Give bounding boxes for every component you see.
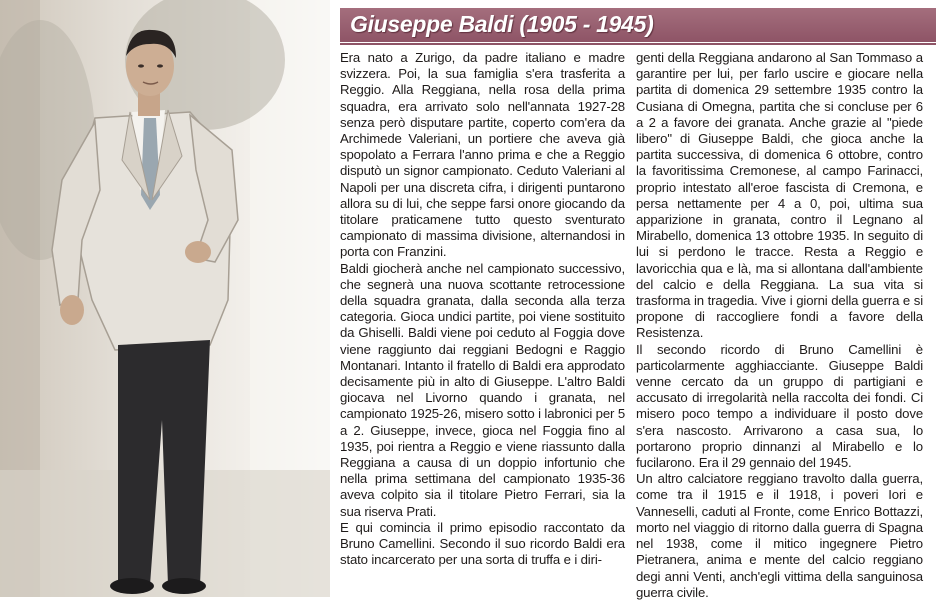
portrait-illustration [0,0,330,597]
title-band [340,8,936,42]
paragraph: Il secondo ricordo di Bruno Camellini è particolarmente agghiacciante. Giuseppe Baldi venne cercato da un gruppo di partigiani e accusato di irregolarità nella raccolta dei fondi. Ci misero poco tempo a individuare il posto dove s'era nascosto. Arrivarono a casa sua, lo portarono proprio dinnanzi al Mirabello e lo fucilarono. Era il 29 gennaio del 1945. [636,341,923,471]
text-column-right [636,50,923,601]
paragraph: E qui comincia il primo episodio raccontato da Bruno Camellini. Secondo il suo ricordo Baldi era stato incarcerato per una sorta di truffa e i diri- [340,519,625,568]
paragraph: genti della Reggiana andarono al San Tommaso a garantire per lui, per farlo uscire e giocare nella partita di domenica 29 settembre 1935 contro la Cusiana di Omegna, partita che si concluse per 6 a 2 a favore dei granata. Anche grazie al "piede libero" di Giuseppe Baldi, che gioca anche la partita successiva, di domenica 6 ottobre, contro la favoritissima Cremonese, al campo Farinacci, proprio intestato all'eroe fascista di Cremona, e persa nettamente per 4 a 0, poi, ultima sua apparizione in granata, contro il Legnano al Mirabello, domenica 13 ottobre 1935. In seguito di lui si perdono le tracce. Resta a Reggio e lavoricchia qua e là, ma si allontana dall'ambiente del calcio e della Reggiana. La sua vita si trasforma in tragedia. Vive i giorni della guerra e si propone di raccogliere fondi a favore della Resistenza. [636,50,923,341]
title-underline [340,43,936,45]
article-title: Giuseppe Baldi (1905 - 1945) [350,11,654,37]
paragraph: Era nato a Zurigo, da padre italiano e madre svizzera. Poi, la sua famiglia s'era trasferita a Reggio. Alla Reggiana, nella rosa della prima squadra, era arrivato solo nell'annata 1927-28 senza però disputare partite, coperto com'era da Archimede Valeriani, un portiere che aveva già spopolato a Ferrara l'anno prima e che a Reggio disputò un signor campionato. Ceduto Valeriani al Napoli per una discreta cifra, i dirigenti puntarono allora su di lui, che seppe farsi onore giocando da titolare praticamene tutto questo sventurato campionato di massima divisione, alternandosi in porta con Franzini. [340,50,625,260]
paragraph: Un altro calciatore reggiano travolto dalla guerra, come tra il 1915 e il 1918, i poveri Iori e Vanneselli, caduti al Fronte, come Enrico Bottazzi, morto nel viaggio di ritorno dalla guerra di Spagna nel 1938, come il mitico ingegnere Pietro Pietranera, anima e mente del calcio reggiano degi anni Venti, anch'egli vittima della sanguinosa guerra civile. [636,471,923,600]
paragraph: Baldi giocherà anche nel campionato successivo, che segnerà una nuova scottante retrocessione della squadra granata, dalla seconda alla terza categoria. Gioca undici partite, poi viene sostituito da Ghiselli. Baldi viene poi ceduto al Foggia dove viene raggiunto dai reggiani Bedogni e Raggio Montanari. Intanto il fratello di Baldi era approdato decisamente più in alto di Giuseppe. L'altro Baldi giocava nel Livorno quando i granata, nel campionato 1925-26, misero sotto i labronici per 5 a 2. Giuseppe, invece, gioca nel Foggia fino al 1935, poi rientra a Reggio e viene riassunto dalla Reggiana a causa di un doppio infortunio che nella prima settimana del campionato 1935-36 aveva colpito sia il titolare Pietro Ferrari, sia la sua riserva Prati. [340,260,625,519]
text-column-left [340,50,625,569]
portrait-photo [0,0,330,597]
